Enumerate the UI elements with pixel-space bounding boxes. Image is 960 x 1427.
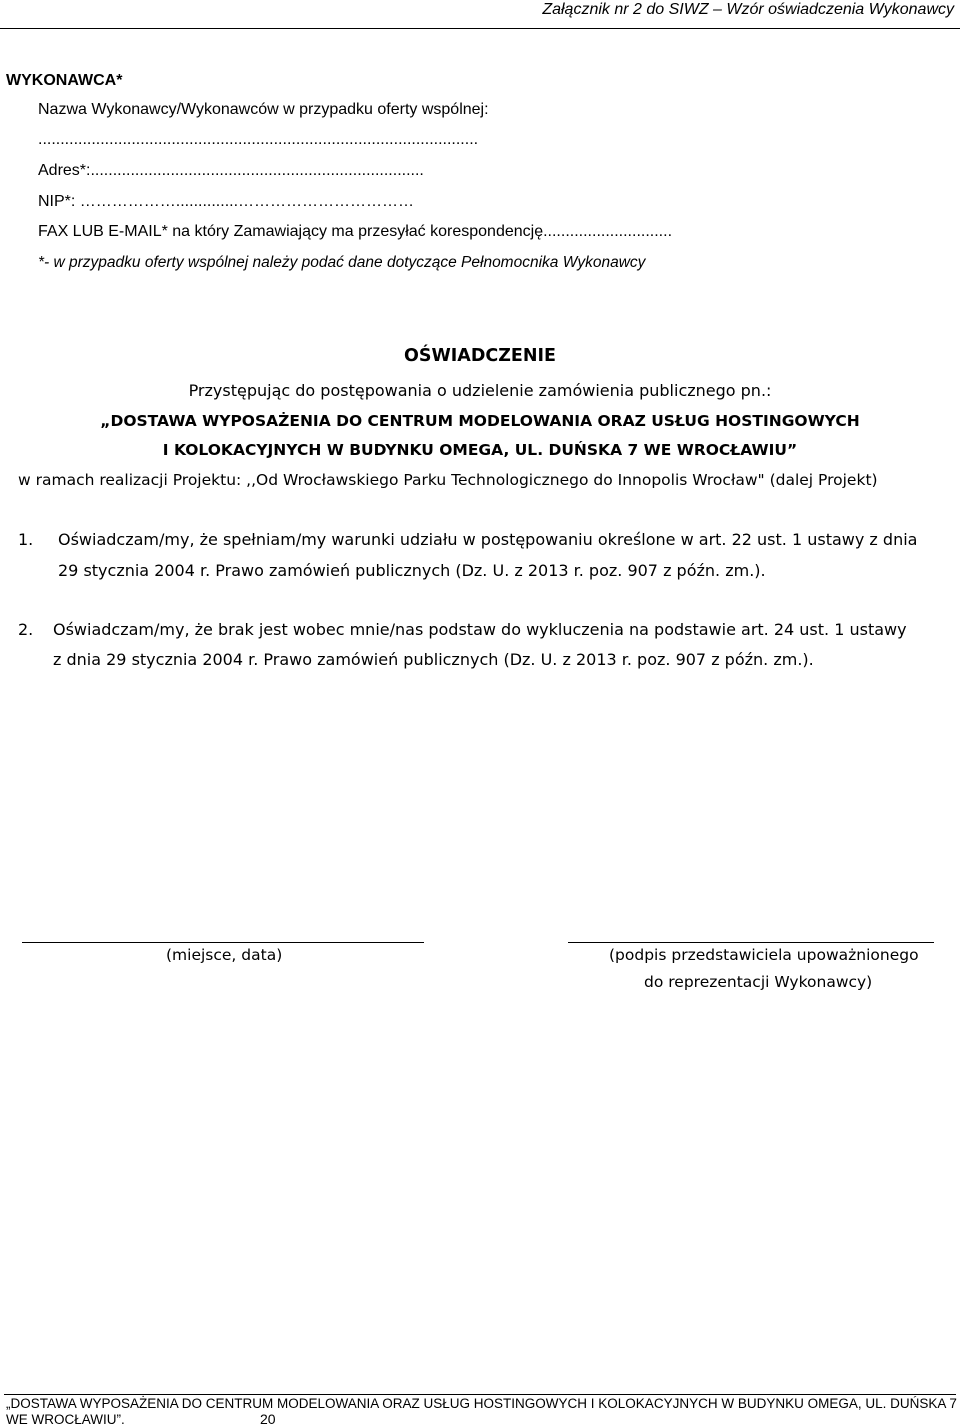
point-1-number: 1. [18,530,34,549]
place-date-signature-line [22,942,424,943]
place-date-caption: (miejsce, data) [166,946,283,964]
subject-line-1: „DOSTAWA WYPOSAŻENIA DO CENTRUM MODELOWANIA ORAZ USŁUG HOSTINGOWYCH [100,412,860,430]
point-2-line-1: Oświadczam/my, że brak jest wobec mnie/nas podstaw do wykluczenia na podstawie art. 24 ust. 1 ustawy [53,620,907,639]
project-line: w ramach realizacji Projektu: ,,Od Wrocławskiego Parku Technologicznego do Innopolis Wrocław" (dalej Projekt) [18,471,878,489]
signature-caption-line-2: do reprezentacji Wykonawcy) [644,973,873,991]
statement-title: OŚWIADCZENIE [404,346,556,366]
contractor-name-field: ................................................................................................... [38,131,479,148]
page-number: 20 [260,1411,276,1427]
point-2-number: 2. [18,620,34,639]
document-header-title: Załącznik nr 2 do SIWZ – Wzór oświadczenia Wykonawcy [542,1,954,18]
footer-divider [4,1394,956,1395]
point-1-line-1: Oświadczam/my, że spełniam/my warunki udziału w postępowaniu określone w art. 22 ust. 1 ustawy z dnia [58,530,918,549]
contractor-footnote: *- w przypadku oferty wspólnej należy podać dane dotyczące Pełnomocnika Wykonawcy [38,254,646,271]
footer-subject-line-1: „DOSTAWA WYPOSAŻENIA DO CENTRUM MODELOWANIA ORAZ USŁUG HOSTINGOWYCH I KOLOKACYJNYCH W BUDYNKU OMEGA, UL. DUŃSKA 7 [6,1396,957,1411]
statement-intro: Przystępując do postępowania o udzielenie zamówienia publicznego pn.: [188,381,772,400]
point-2-line-2: z dnia 29 stycznia 2004 r. Prawo zamówień publicznych (Dz. U. z 2013 r. poz. 907 z późn. zm.). [53,650,814,669]
contractor-name-label: Nazwa Wykonawcy/Wykonawców w przypadku oferty wspólnej: [38,101,489,118]
subject-line-2: I KOLOKACYJNYCH W BUDYNKU OMEGA, UL. DUŃSKA 7 WE WROCŁAWIU” [162,441,798,459]
contractor-address-field: Adres*:........................................................................... [38,162,424,179]
contractor-fax-email-field: FAX LUB E-MAIL* na który Zamawiający ma przesyłać korespondencję............................. [38,223,673,240]
signature-caption-line-1: (podpis przedstawiciela upoważnionego [609,946,919,964]
header-divider [0,28,960,29]
footer-subject-line-2: WE WROCŁAWIU”. [6,1412,125,1427]
point-1-line-2: 29 stycznia 2004 r. Prawo zamówień publicznych (Dz. U. z 2013 r. poz. 907 z późn. zm.). [58,561,766,580]
contractor-nip-field: NIP*: ………………..............…………………………… [38,193,415,210]
contractor-heading: WYKONAWCA* [6,72,123,89]
representative-signature-line [568,942,934,943]
